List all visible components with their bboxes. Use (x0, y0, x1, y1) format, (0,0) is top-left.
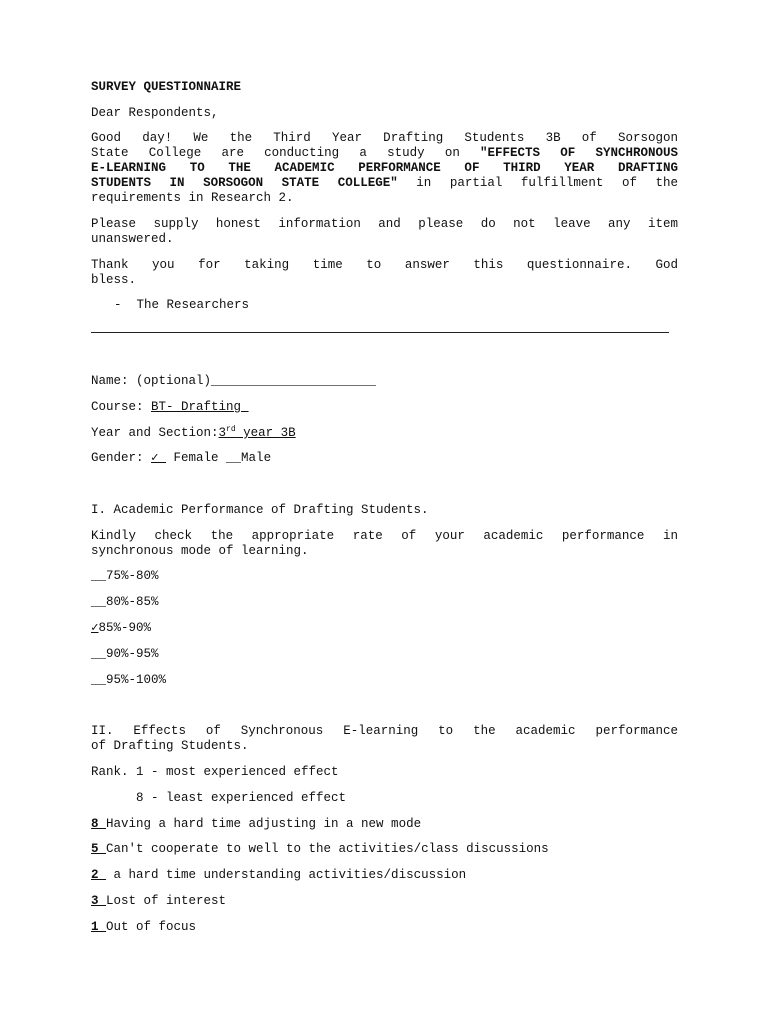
effect-text: Lost of interest (106, 894, 227, 908)
year-section-value[interactable] (219, 426, 296, 440)
year-number: 3 (218, 426, 227, 440)
effect-text: Having a hard time adjusting in a new mode (106, 817, 422, 831)
signoff: - The Researchers (114, 298, 250, 312)
option-label: _80%-85% (98, 595, 159, 609)
rating-option[interactable] (91, 621, 151, 636)
intro-text: State College are conducting a study on (91, 146, 481, 160)
greeting: Dear Respondents, (91, 106, 219, 120)
effect-text: Can't cooperate to well to the activities/class discussions (106, 842, 549, 856)
effect-text: a hard time understanding activities/discussion (106, 868, 467, 882)
course-label: Course: (91, 400, 152, 414)
intro-line (91, 146, 678, 161)
gender-field[interactable] (91, 451, 271, 466)
doc-title: SURVEY QUESTIONNAIRE (91, 80, 242, 94)
effect-item[interactable] (91, 842, 549, 857)
intro-text: in partial fulfillment of the (397, 176, 678, 190)
option-blank[interactable]: _ (91, 595, 99, 609)
year-section-field[interactable] (91, 426, 296, 441)
intro-line (91, 176, 678, 191)
section2-heading: II. Effects of Synchronous E-learning to the academic performance (91, 724, 678, 738)
option-blank[interactable]: __ (91, 647, 107, 661)
rank-value[interactable]: 8 (91, 817, 107, 831)
study-title: E-LEARNING TO THE ACADEMIC PERFORMANCE OF THIRD YEAR DRAFTING (91, 161, 678, 175)
option-label: 95%-100% (106, 673, 167, 687)
divider (91, 332, 669, 333)
section1-instruction: synchronous mode of learning. (91, 544, 309, 558)
name-field[interactable]: Name: (optional)______________________ (91, 374, 377, 388)
rank-legend: 8 - least experienced effect (91, 791, 347, 805)
year-rest: year 3B (235, 426, 296, 440)
effect-item[interactable] (91, 817, 421, 832)
rating-option[interactable] (91, 595, 159, 610)
option-label: 85%-90% (98, 621, 152, 635)
section1-instruction: Kindly check the appropriate rate of your academic performance in (91, 529, 678, 543)
rank-value[interactable]: 3 (91, 894, 107, 908)
course-field[interactable] (91, 400, 249, 415)
gender-label: Gender: (91, 451, 152, 465)
thanks-line: bless. (91, 273, 137, 287)
course-value[interactable]: BT- Drafting (151, 400, 249, 414)
gender-options: Female __Male (166, 451, 272, 465)
intro-line: requirements in Research 2. (91, 191, 294, 205)
year-suffix: rd (226, 425, 236, 434)
study-title: STUDENTS IN SORSOGON STATE COLLEGE" (91, 176, 398, 190)
effect-item[interactable] (91, 894, 226, 909)
intro-line: Good day! We the Third Year Drafting Students 3B of Sorsogon (91, 131, 678, 145)
rank-value[interactable]: 2 (91, 868, 107, 882)
rating-option[interactable] (91, 569, 159, 584)
rating-option[interactable] (91, 673, 166, 688)
option-blank[interactable]: __ (91, 569, 107, 583)
rating-option[interactable] (91, 647, 159, 662)
rank-legend: Rank. 1 - most experienced effect (91, 765, 339, 779)
option-label: 75%-80% (106, 569, 159, 583)
thanks-line: Thank you for taking time to answer this questionnaire. God (91, 258, 678, 272)
rank-value[interactable]: 1 (91, 920, 107, 934)
check-icon[interactable]: ✓ (151, 451, 167, 465)
effect-item[interactable] (91, 920, 196, 935)
study-title: "EFFECTS OF SYNCHRONOUS (480, 146, 678, 160)
rank-value[interactable]: 5 (91, 842, 107, 856)
check-icon[interactable]: ✓ (91, 621, 99, 635)
effect-item[interactable] (91, 868, 466, 883)
year-section-label: Year and Section: (91, 426, 219, 440)
section2-heading: of Drafting Students. (91, 739, 249, 753)
option-blank[interactable]: __ (91, 673, 107, 687)
option-label: 90%-95% (106, 647, 159, 661)
honest-line: Please supply honest information and please do not leave any item (91, 217, 678, 231)
effect-text: Out of focus (106, 920, 197, 934)
section1-heading: I. Academic Performance of Drafting Students. (91, 503, 429, 517)
honest-line: unanswered. (91, 232, 174, 246)
